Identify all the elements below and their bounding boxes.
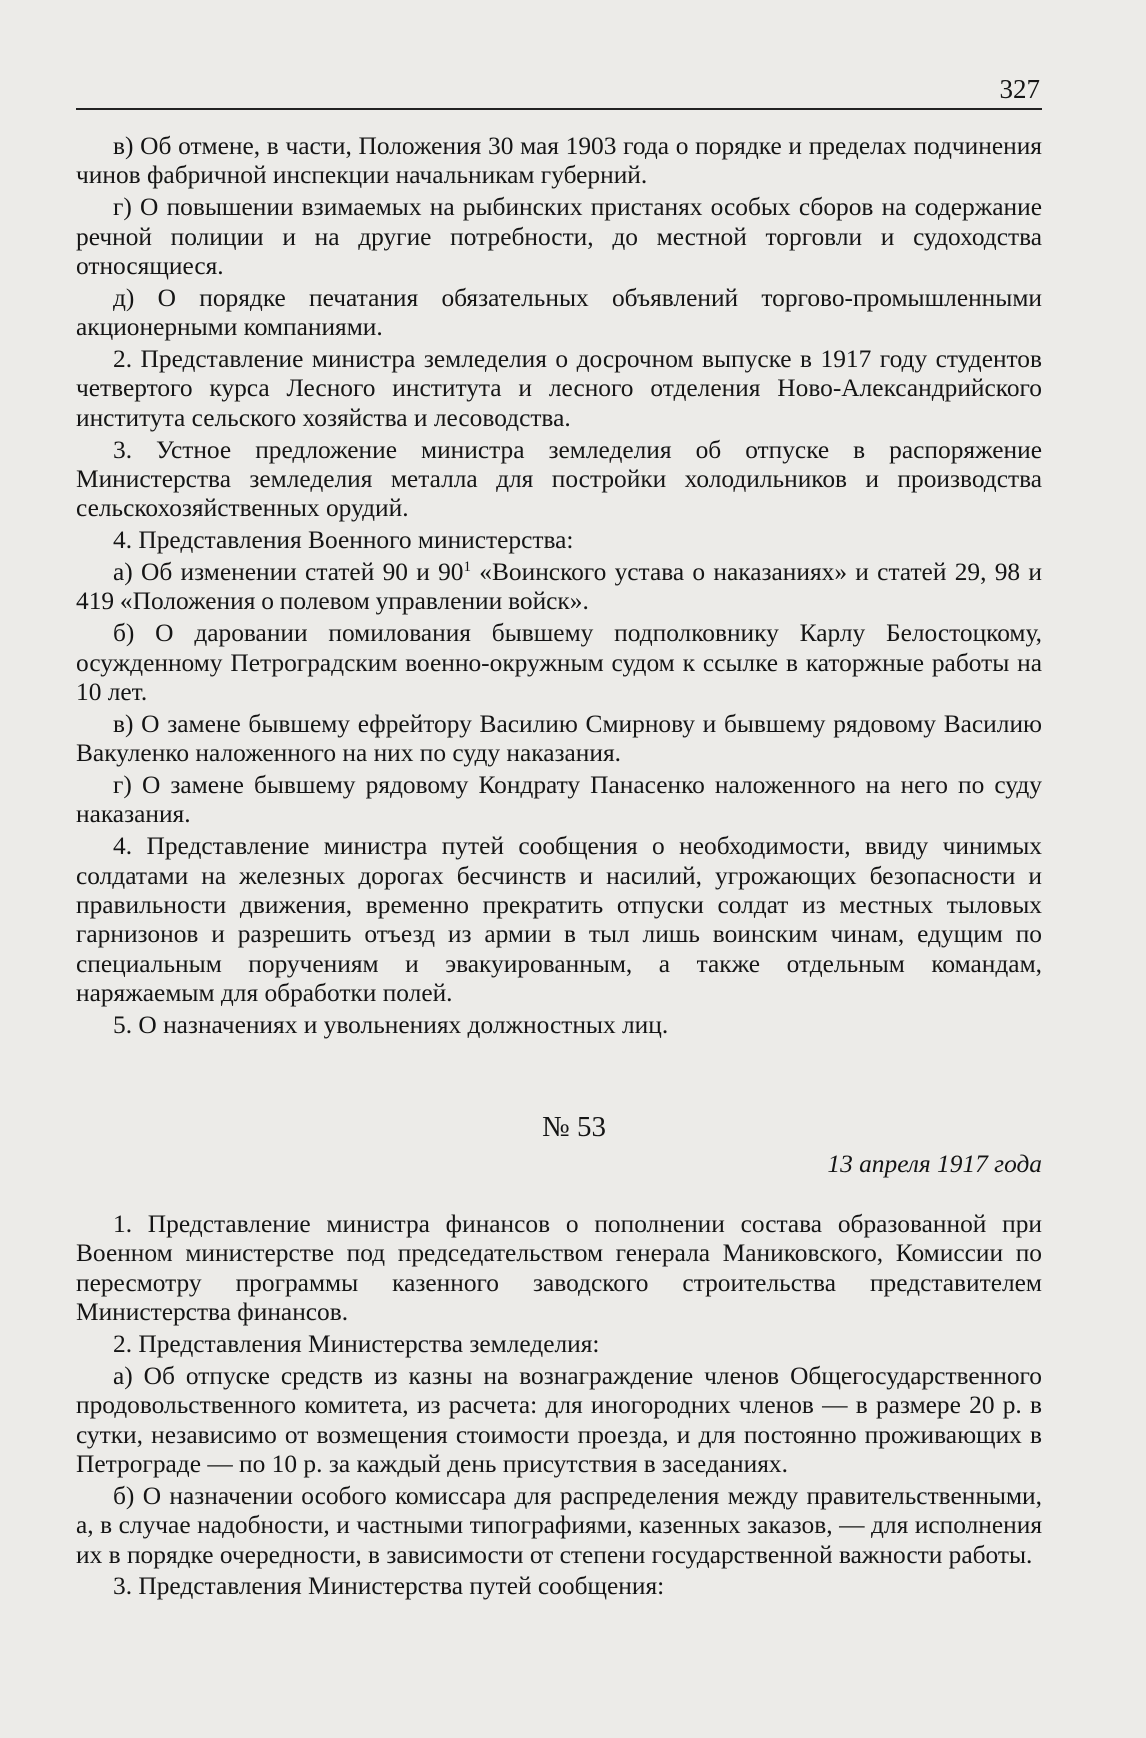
paragraph-s1-3: 2. Представление министра земледелия о досрочном выпуске в 1917 году студентов четвертого курса Лесного института и лесного отделения Ново-Александрийского института сельского хозяйства и лесоводства. <box>76 345 1042 432</box>
paragraph-s1-6: б) О даровании помилования бывшему подполковнику Карлу Белостоцкому, осужденному Петроградским военно-окружным судом к ссылке в каторжные работы на 10 лет. <box>76 619 1042 707</box>
document-date: 13 апреля 1917 года <box>827 1150 1042 1179</box>
paragraph-s2-4: 3. Представления Министерства путей сообщения: <box>113 1572 665 1601</box>
paragraph-s1-4: 3. Устное предложение министра земледелия об отпуске в распоряжение Министерства земледелия металла для постройки холодильников и производства сельскохозяйственных орудий. <box>76 435 1042 523</box>
paragraph-s2-3: б) О назначении особого комиссара для распределения между правительственными, а, в случае надобности, и частными типографиями, казенных заказов, — для исполнения их в порядке очередности, в зависимости от степени государственной важности работы. <box>76 1481 1042 1569</box>
paragraph-s1-item-a <box>76 558 1042 617</box>
header-rule <box>76 108 1042 110</box>
document-number: № 53 <box>542 1111 606 1144</box>
paragraph-s1-8: г) О замене бывшему рядовому Кондрату Панасенко наложенного на него по суду наказания. <box>76 771 1042 829</box>
item-a-text-before: а) Об изменении статей 90 и 90 <box>113 558 464 587</box>
paragraph-s2-2: а) Об отпуске средств из казны на вознаграждение членов Общегосударственного продовольственного комитета, из расчета: для иногородних членов — в размере 20 р. в сутки, независимо от возмещения стоимости проезда, и для постоянно проживающих в Петрограде — по 10 р. за каждый день присутствия в заседаниях. <box>76 1361 1042 1478</box>
item-a-superscript: 1 <box>463 559 472 576</box>
paragraph-s1-0: в) Об отмене, в части, Положения 30 мая 1903 года о порядке и пределах подчинения чинов фабричной инспекции начальникам губерний. <box>76 132 1042 190</box>
page-number: 327 <box>999 74 1040 104</box>
paragraph-s1-5: 4. Представления Военного министерства: <box>113 526 574 555</box>
paragraph-s1-1: г) О повышении взимаемых на рыбинских пристанях особых сборов на содержание речной полиции и на другие потребности, до местной торговли и судоходства относящиеся. <box>76 193 1042 281</box>
page-content <box>76 132 1042 1604</box>
paragraph-s1-7: в) О замене бывшему ефрейтору Василию Смирнову и бывшему рядовому Василию Вакуленко наложенного на них по суду наказания. <box>76 709 1042 768</box>
item-a-text-after: «Воинского устава о наказаниях» и статей 29, 98 и 419 «Положения о полевом управлении войск». <box>76 558 1042 616</box>
paragraph-s1-10: 5. О назначениях и увольнениях должностных лиц. <box>113 1011 669 1040</box>
paragraph-s2-1: 2. Представления Министерства земледелия: <box>113 1329 600 1358</box>
paragraph-s1-9: 4. Представление министра путей сообщения о необходимости, ввиду чинимых солдатами на железных дорогах бесчинств и насилий, угрожающих безопасности и правильности движения, временно прекратить отпуски солдат из местных тыловых гарнизонов и разрешить отъезд из армии в тыл лишь воинским чинам, едущим по специальным поручениям и эвакуированным, а также отдельным командам, наряжаемым для обработки полей. <box>76 832 1042 1008</box>
paragraph-s2-0: 1. Представление министра финансов о пополнении состава образованной при Военном министерстве под председательством генерала Маниковского, Комиссии по пересмотру программы казенного заводского строительства представителем Министерства финансов. <box>76 1209 1042 1327</box>
paragraph-s1-2: д) О порядке печатания обязательных объявлений торгово-промышленными акционерными компаниями. <box>76 283 1042 342</box>
